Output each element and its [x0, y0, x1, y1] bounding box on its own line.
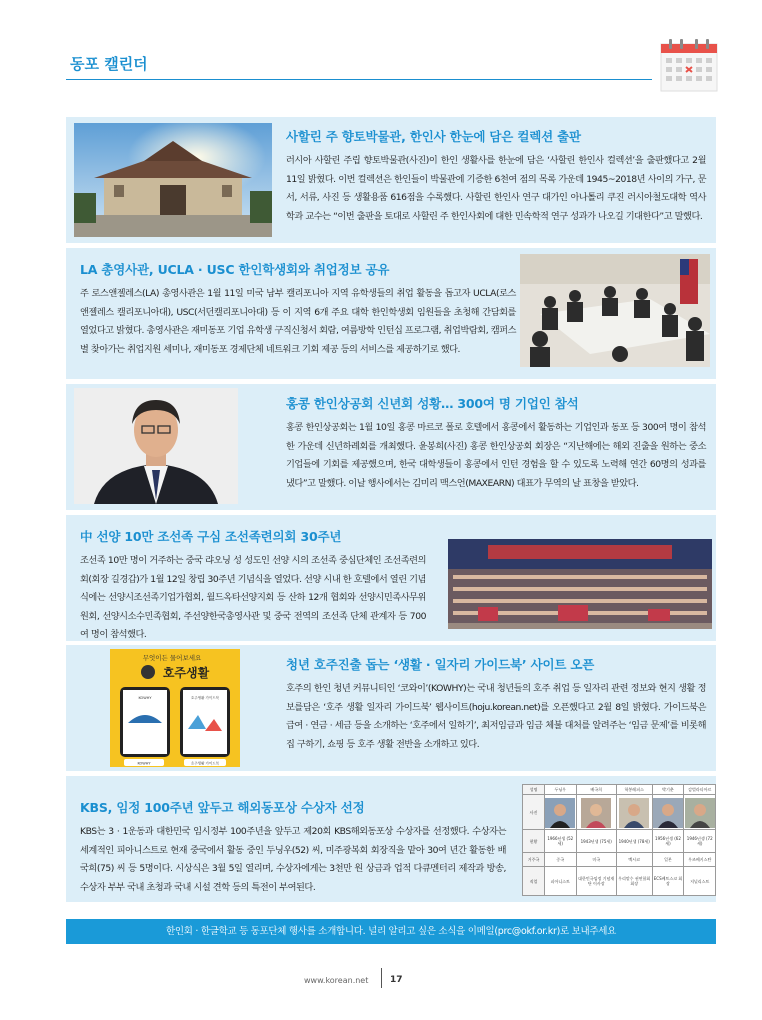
left-phone-title: KOWHY: [138, 696, 152, 700]
winner-job: ECS베트스코 회장: [652, 867, 684, 896]
hongkong-portrait-photo: [74, 388, 238, 504]
winner-job: 피아니스트: [545, 867, 577, 896]
kowhy-button: KOWHY: [137, 761, 151, 766]
guidebook-button: 호주생활 가이드북: [190, 761, 220, 766]
article-title: 사할린 주 향토박물관, 한인사 한눈에 담은 컬렉션 출판: [286, 129, 581, 144]
section-title: 동포 캘린더: [70, 55, 148, 73]
row-label: 성명: [523, 785, 545, 795]
article-card-la-consulate: [66, 248, 716, 379]
article-body: 러시아 사할린 주립 향토박물관(사진)이 한인 생활사를 한눈에 담은 ‘사할린 한인사 컬렉션’을 출판했다고 2월 11일 밝혔다. 이번 컬렉션은 한인들이 박물관에 기증한 6천여 점의 목록 가운데 1945~2018년 사이의 가구, 문서, 서류, 사진 등 생활용품 616점을 수록했다. 사할린 한인사 연구 대가인 아나톨리 쿠진 러시아철도대학 역사학과 교수는 “이번 출판을 토대로 사할린 주 한인사회에 대한 민속학적 연구 성과가 나오길 기대한다”고 말했다.: [286, 155, 706, 222]
article-title: LA 총영사관, UCLA · USC 한인학생회와 취업정보 공유: [80, 262, 390, 277]
article-body: KBS는 3 · 1운동과 대한민국 임시정부 100주년을 앞두고 제20회 KBS해외동포상 수상자를 선정했다. 수상자는 세계적인 피아니스트로 현재 중국에서 활동 중인 두닝우(52) 씨, 미주광복회 회장직을 맡아 30여 년간 활동한 배국희(75) 씨 등 5명이다. 시상식은 3월 5일 열리며, 수상자에게는 3천만 원 상금과 업적 다큐멘터리 제작과 방송, 수상자 부부 국내 초청과 국내 시설 견학 등의 특전이 부여된다.: [80, 826, 506, 893]
winner-photo: [581, 798, 611, 828]
article-card-hongkong: [66, 384, 716, 510]
article-body: 주 로스앤젤레스(LA) 총영사관은 1월 11일 미국 남부 캘리포니아 지역 유학생들의 취업 활동을 돕고자 UCLA(로스앤젤레스 캘리포니아대), USC(서던캘리포니아대) 등 이 지역 6개 주요 대학 한인학생회 임원들을 초청해 간담회를 열었다고 밝혔다. 총영사관은 재미동포 기업 유학생 구직신청서 회람, 여름방학 인턴십 프로그램, 취업박람회, 캠퍼스별 찾아가는 취업지원 세미나, 재미동포 경제단체 네트워크 기회 제공 등의 서비스를 제공하기로 했다.: [80, 288, 516, 355]
article-title: 中 선양 10만 조선족 구심 조선족련의회 30주년: [80, 529, 342, 544]
winner-photo: [619, 798, 649, 828]
article-card-australia: [66, 645, 716, 771]
winner-birth: 1966년생 (52세): [545, 830, 577, 853]
footer-url[interactable]: www.korean.net: [304, 976, 369, 985]
winner-job: 우리말수 권연합회 회장: [616, 867, 652, 896]
calendar-icon: [660, 38, 718, 92]
article-title: KBS, 임정 100주년 앞두고 해외동포상 수상자 선정: [80, 800, 365, 815]
page-number: 17: [390, 975, 403, 985]
hoju-app-image: [110, 649, 240, 767]
winner-country: 멕시코: [616, 852, 652, 866]
footer-separator: [381, 968, 382, 988]
notice-bar: 한인회 · 한글학교 등 동포단체 행사를 소개합니다. 널리 알리고 싶은 소식을 이메일(prc@okf.or.kr)로 보내주세요: [66, 919, 716, 944]
shenyang-group-photo: [448, 539, 712, 629]
winner-country: 중국: [545, 852, 577, 866]
row-label: 현황: [523, 830, 545, 853]
winner-name: 감벌라티아르: [684, 785, 716, 795]
article-card-shenyang: [66, 515, 716, 641]
winner-job: 저널리스트: [684, 867, 716, 896]
article-card-kbs: [66, 776, 716, 902]
winner-birth: 1946년생 (72세): [684, 830, 716, 853]
winner-name: 두닝우: [545, 785, 577, 795]
article-card-sakhalin: [66, 117, 716, 243]
winner-job: 대한민국임정 기념재단 이사장: [576, 867, 616, 896]
winner-country: 우즈베키스탄: [684, 852, 716, 866]
row-label: 거주국: [523, 852, 545, 866]
right-phone-title: 호주생활 가이드북: [190, 696, 220, 700]
winner-birth: 1956년생 (62세): [652, 830, 684, 853]
kbs-award-table: [522, 784, 716, 896]
winner-country: 미국: [576, 852, 616, 866]
la-meeting-photo: [520, 254, 710, 367]
winner-photo: [685, 798, 715, 828]
article-body: 호주의 한인 청년 커뮤니티인 ‘코와이’(KOWHY)는 국내 청년들의 호주 취업 등 일자리 관련 정보와 현지 생활 정보를담은 ‘호주 생활 일자리 가이드북’ 웹사이트(hoju.korean.net)를 오픈했다고 2월 8일 밝혔다. 가이드북은 급여 · 연금 · 세금 등을 소개하는 ‘호주에서 일하기’, 최저임금과 임금 체불 대처를 알려주는 ‘임금 문제’를 비롯해 집 구하기, 쇼핑 등 호주 생활 전반을 소개하고 있다.: [286, 683, 706, 750]
article-body: 홍콩 한인상공회는 1월 10일 홍콩 마르코 폴로 호텔에서 홍콩에서 활동하는 기업인과 동포 등 300여 명이 참석한 가운데 신년하례회를 개최했다. 윤봉희(사진) 홍콩 한인상공회 회장은 “지난해에는 해외 진출을 원하는 중소기업들에 기회를 제공했으며, 한국 대학생들이 홍콩에서 인턴 경험을 할 수 있도록 노력해 연간 60명의 성과를 냈다”고 말했다. 이날 행사에서는 김미리 맥스언(MAXEARN) 대표가 무역의 날 표창을 받았다.: [286, 422, 706, 489]
winner-photo: [653, 798, 683, 828]
article-title: 청년 호주진출 돕는 ‘생활 · 일자리 가이드북’ 사이트 오픈: [286, 657, 595, 672]
winner-birth: 1940년생 (78세): [616, 830, 652, 853]
article-title: 홍콩 한인상공회 신년회 성황… 300여 명 기업인 참석: [286, 396, 579, 411]
article-body: 조선족 10만 명이 거주하는 중국 랴오닝 성 성도인 선양 시의 조선족 중심단체인 조선족련의회(회장 길경갑)가 1월 12일 창립 30주년 기념식을 열었다. 선양 시내 한 호텔에서 열린 기념식에는 선양시조선족기업가협회, 월드옥타선양지회 등 산하 12개 협회와 선양시민족사무위원회, 선양시소수민족협회, 주선양한국총영사관 및 중국 전역의 조선족 단체 관계자 등 700여 명이 참석했다.: [80, 555, 426, 641]
winner-name: 배국희: [576, 785, 616, 795]
winner-name: 박기춘: [652, 785, 684, 795]
app-tagline: 무엇이든 물어보세요: [142, 654, 202, 662]
winner-photo: [545, 798, 575, 828]
winner-birth: 1943년생 (75세): [576, 830, 616, 853]
winner-country: 일본: [652, 852, 684, 866]
winner-name: 학봉레퍼스: [616, 785, 652, 795]
row-label: 사진: [523, 795, 545, 830]
sakhalin-museum-photo: [74, 123, 272, 237]
title-rule: [66, 79, 652, 80]
app-logo: 호주생활: [162, 666, 210, 680]
row-label: 직업: [523, 867, 545, 896]
